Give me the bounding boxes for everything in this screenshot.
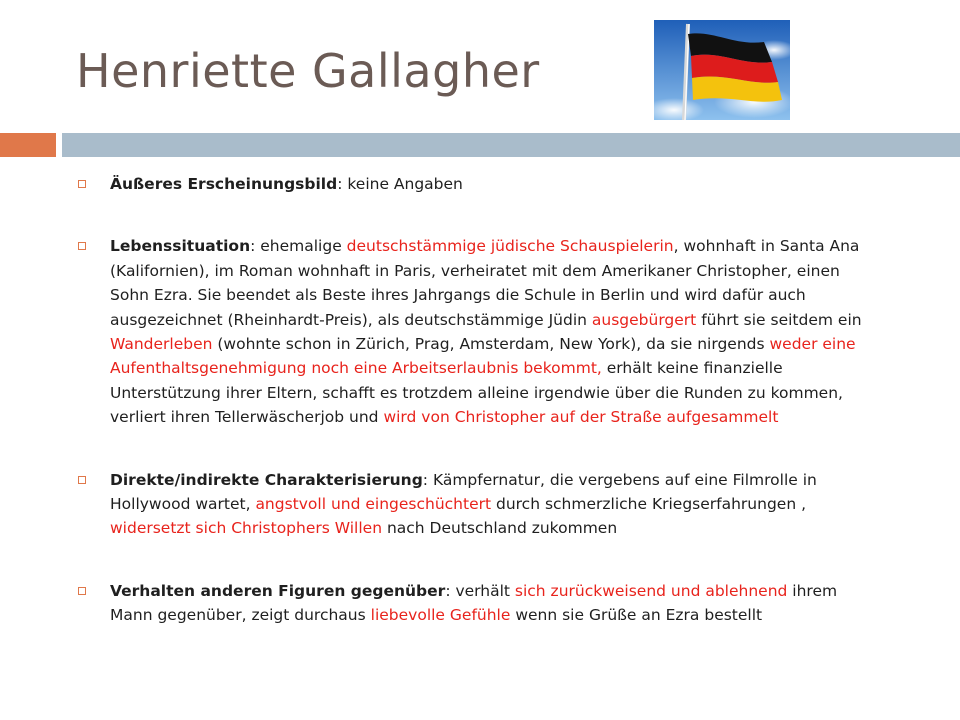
bullet-behavior — [72, 579, 872, 628]
highlighted-text: weder eine Aufenthaltsgenehmigung noch eine Arbeitserlaubnis bekommt, — [110, 335, 856, 378]
accent-bar-orange — [0, 133, 56, 157]
square-bullet-icon — [78, 180, 86, 188]
highlighted-text: widersetzt sich Christophers Willen — [110, 519, 383, 538]
highlighted-text: Wanderleben — [110, 335, 213, 354]
highlighted-text: deutschstämmige jüdische Schauspielerin — [346, 237, 674, 256]
body-text: : Kämpfernatur, die vergebens auf eine Filmrolle in Hollywood wartet, — [110, 470, 817, 514]
body-text: , wohnhaft in Santa Ana (Kalifornien), im Roman wohnhaft in Paris, verheiratet mit dem Amerikaner Christopher, einen Sohn Ezra. Sie beendet als Beste ihres Jahrgangs die Schule in Berlin und wird dafür auch ausgezeichnet (Rheinhardt-Preis), als deutschstämmige Jüdin — [110, 237, 860, 329]
body-text: : keine Angaben — [337, 175, 463, 193]
square-bullet-icon — [78, 242, 86, 250]
body-text: : ehemalige — [250, 237, 347, 256]
square-bullet-icon — [78, 476, 86, 484]
highlighted-text: sich zurückweisend und ablehnend — [514, 581, 788, 600]
highlighted-text: wird von Christopher auf der Straße aufgesammelt — [383, 408, 779, 427]
bullet-label: Verhalten anderen Figuren gegenüber — [110, 581, 446, 600]
highlighted-text: angstvoll und eingeschüchtert — [255, 495, 492, 514]
body-text: führt sie seitdem ein — [696, 310, 862, 329]
body-text: (wohnte schon in Zürich, Prag, Amsterdam, New York), da sie nirgends — [212, 335, 770, 354]
bullet-appearance — [72, 172, 872, 196]
bullet-life-situation — [72, 234, 872, 429]
bullet-label: Direkte/indirekte Charakterisierung — [110, 470, 423, 489]
body-text: : verhält — [445, 581, 515, 600]
bullet-label: Äußeres Erscheinungsbild — [110, 175, 338, 193]
bullet-characterization — [72, 468, 872, 541]
body-text: ihrem Mann gegenüber, zeigt durchaus — [110, 581, 838, 625]
body-text: nach Deutschland zukommen — [382, 519, 618, 538]
body-text: erhält keine finanzielle Unterstützung ihrer Eltern, schafft es trotzdem alleine irgendwie über die Runden zu kommen, verliert ihren Tellerwäscherjob und — [110, 359, 843, 427]
bullet-label: Lebenssituation — [110, 237, 251, 256]
highlighted-text: liebevolle Gefühle — [370, 606, 511, 625]
accent-bar-blue — [62, 133, 960, 157]
highlighted-text: ausgebürgert — [591, 310, 697, 329]
page-title: Henriette Gallagher — [76, 44, 540, 98]
body-text: durch schmerzliche Kriegserfahrungen , — [491, 495, 806, 514]
german-flag-icon — [654, 20, 790, 120]
body-text: wenn sie Grüße an Ezra bestellt — [510, 606, 763, 625]
bullet-list — [72, 172, 872, 628]
square-bullet-icon — [78, 587, 86, 595]
